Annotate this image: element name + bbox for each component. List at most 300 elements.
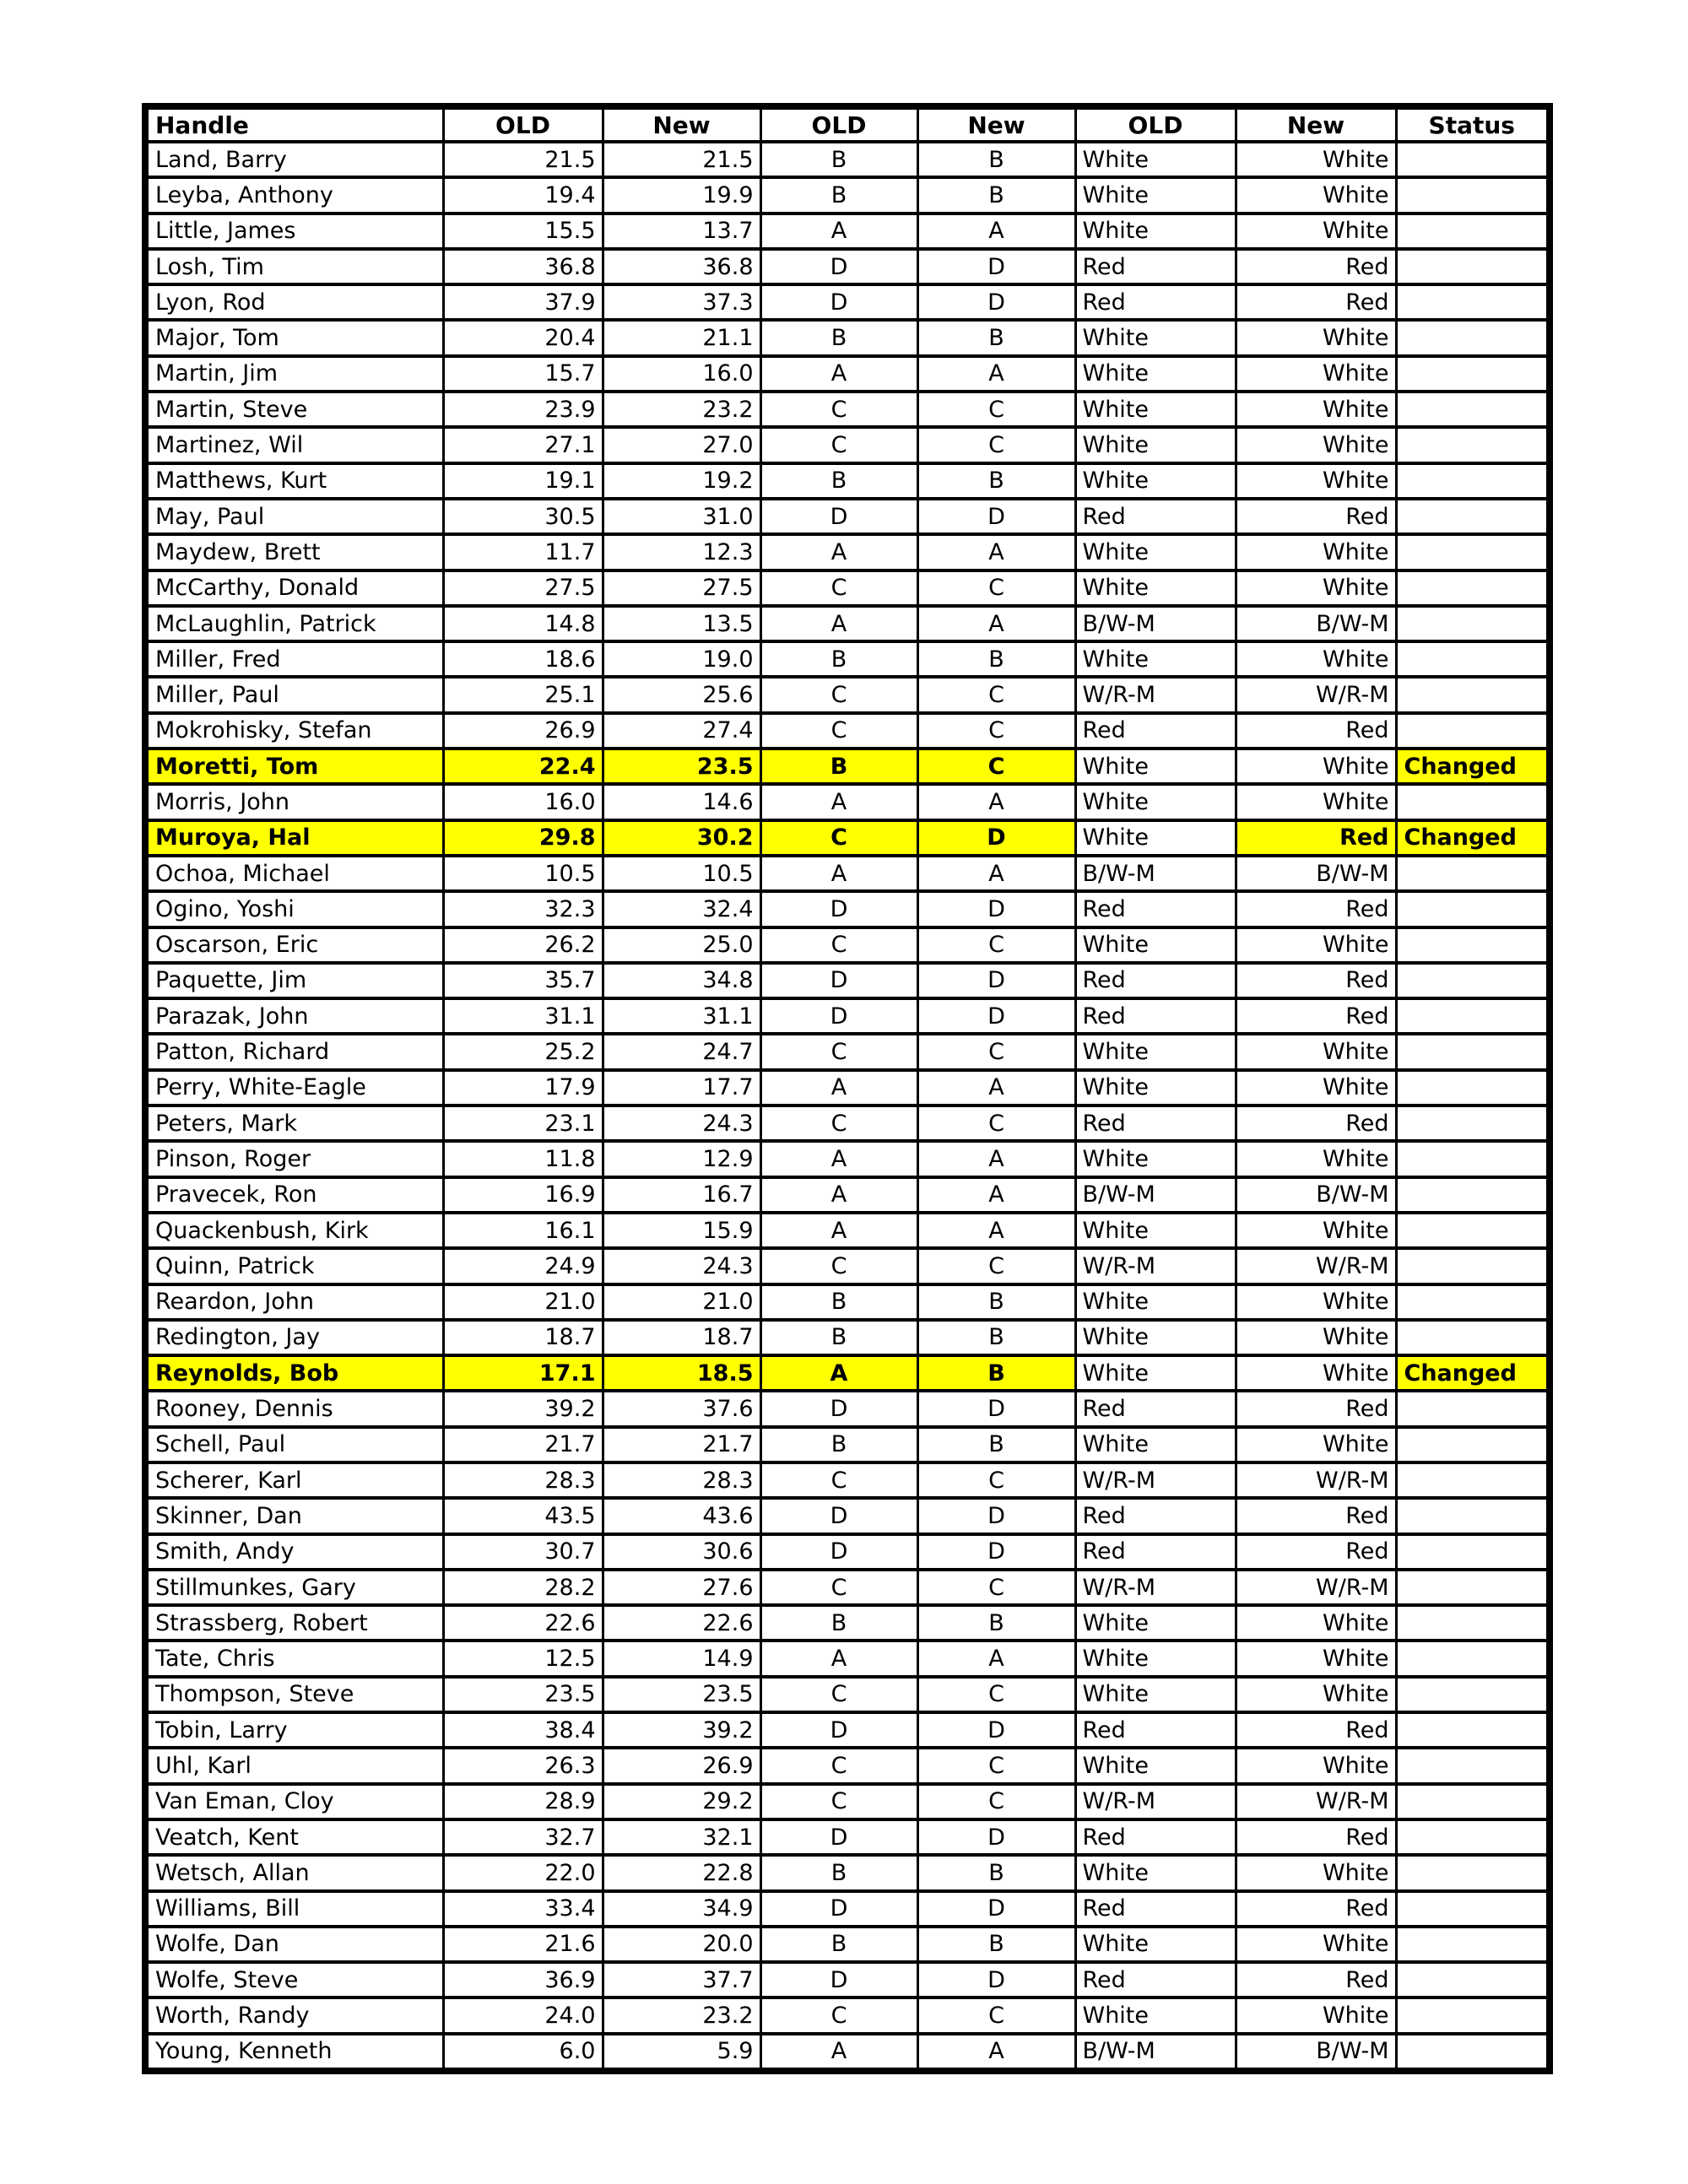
cell-new-flight: C [917, 1248, 1075, 1284]
cell-status [1396, 1677, 1550, 1712]
cell-handle: Veatch, Kent [145, 1819, 443, 1855]
table-row [145, 1534, 1550, 1570]
table-row [145, 784, 1550, 819]
table-row [145, 1962, 1550, 1997]
cell-new-handicap: 19.9 [603, 177, 760, 213]
cell-new-tee: Red [1236, 1962, 1396, 1997]
cell-old-flight: C [760, 677, 917, 712]
cell-handle: Muroya, Hal [145, 820, 443, 856]
cell-handle: McCarthy, Donald [145, 570, 443, 606]
cell-new-flight: C [917, 1748, 1075, 1783]
cell-status [1396, 1748, 1550, 1783]
table-row [145, 2034, 1550, 2071]
cell-new-handicap: 37.7 [603, 1962, 760, 1997]
cell-new-tee: White [1236, 142, 1396, 177]
table-row [145, 856, 1550, 891]
table-row [145, 713, 1550, 749]
cell-new-flight: A [917, 856, 1075, 891]
cell-old-flight: C [760, 927, 917, 963]
cell-status [1396, 1034, 1550, 1069]
cell-old-handicap: 30.5 [443, 499, 603, 534]
table-row [145, 284, 1550, 320]
cell-old-tee: White [1075, 177, 1236, 213]
cell-handle: Losh, Tim [145, 249, 443, 284]
table-row [145, 1391, 1550, 1426]
cell-old-tee: B/W-M [1075, 606, 1236, 641]
cell-old-tee: Red [1075, 1106, 1236, 1141]
cell-new-flight: D [917, 963, 1075, 998]
cell-new-tee: Red [1236, 998, 1396, 1034]
cell-status [1396, 499, 1550, 534]
cell-new-flight: D [917, 1712, 1075, 1748]
cell-status [1396, 606, 1550, 641]
cell-old-flight: D [760, 1534, 917, 1570]
cell-handle: Moretti, Tom [145, 749, 443, 784]
cell-status: Changed [1396, 1355, 1550, 1391]
cell-old-tee: White [1075, 1927, 1236, 1962]
cell-new-flight: A [917, 1177, 1075, 1213]
cell-new-flight: A [917, 356, 1075, 392]
cell-old-handicap: 31.1 [443, 998, 603, 1034]
cell-old-handicap: 43.5 [443, 1498, 603, 1533]
handicap-table [142, 103, 1553, 2074]
cell-old-flight: C [760, 1034, 917, 1069]
cell-old-handicap: 16.9 [443, 1177, 603, 1213]
cell-old-tee: White [1075, 1997, 1236, 2033]
cell-handle: Land, Barry [145, 142, 443, 177]
cell-old-tee: B/W-M [1075, 856, 1236, 891]
cell-old-flight: C [760, 713, 917, 749]
cell-old-flight: C [760, 1570, 917, 1605]
cell-new-tee: White [1236, 1641, 1396, 1676]
cell-old-flight: B [760, 142, 917, 177]
cell-new-tee: B/W-M [1236, 606, 1396, 641]
cell-old-handicap: 22.0 [443, 1855, 603, 1890]
cell-new-tee: Red [1236, 1712, 1396, 1748]
cell-new-handicap: 19.2 [603, 463, 760, 499]
table-row [145, 963, 1550, 998]
cell-new-handicap: 32.1 [603, 1819, 760, 1855]
cell-new-handicap: 39.2 [603, 1712, 760, 1748]
cell-new-tee: Red [1236, 963, 1396, 998]
table-row [145, 1855, 1550, 1890]
table-row [145, 177, 1550, 213]
cell-old-tee: B/W-M [1075, 1177, 1236, 1213]
cell-handle: Miller, Fred [145, 641, 443, 677]
table-row [145, 677, 1550, 712]
cell-new-tee: White [1236, 1677, 1396, 1712]
cell-handle: Mokrohisky, Stefan [145, 713, 443, 749]
cell-new-flight: D [917, 1534, 1075, 1570]
cell-old-handicap: 26.2 [443, 927, 603, 963]
cell-handle: Uhl, Karl [145, 1748, 443, 1783]
cell-new-tee: White [1236, 214, 1396, 249]
cell-old-tee: Red [1075, 1712, 1236, 1748]
cell-status [1396, 1427, 1550, 1462]
cell-new-tee: White [1236, 463, 1396, 499]
cell-status [1396, 1320, 1550, 1355]
cell-new-tee: White [1236, 356, 1396, 392]
cell-new-handicap: 37.6 [603, 1391, 760, 1426]
cell-new-handicap: 18.5 [603, 1355, 760, 1391]
cell-old-handicap: 11.7 [443, 534, 603, 570]
cell-new-handicap: 30.6 [603, 1534, 760, 1570]
cell-old-handicap: 35.7 [443, 963, 603, 998]
cell-new-handicap: 16.0 [603, 356, 760, 392]
cell-new-tee: W/R-M [1236, 1784, 1396, 1819]
cell-old-tee: White [1075, 1427, 1236, 1462]
table-row [145, 1284, 1550, 1320]
cell-handle: Martin, Steve [145, 392, 443, 427]
table-row [145, 320, 1550, 355]
cell-new-tee: White [1236, 1213, 1396, 1248]
cell-old-handicap: 20.4 [443, 320, 603, 355]
cell-old-handicap: 26.9 [443, 713, 603, 749]
cell-status [1396, 427, 1550, 462]
cell-new-flight: D [917, 1891, 1075, 1927]
cell-old-flight: D [760, 998, 917, 1034]
cell-old-flight: A [760, 856, 917, 891]
table-row [145, 1891, 1550, 1927]
cell-handle: Parazak, John [145, 998, 443, 1034]
cell-old-flight: D [760, 284, 917, 320]
cell-status [1396, 1962, 1550, 1997]
cell-old-handicap: 32.3 [443, 891, 603, 927]
cell-status [1396, 784, 1550, 819]
cell-old-handicap: 17.9 [443, 1070, 603, 1106]
cell-old-flight: A [760, 1213, 917, 1248]
cell-new-handicap: 17.7 [603, 1070, 760, 1106]
cell-new-flight: C [917, 570, 1075, 606]
cell-handle: Little, James [145, 214, 443, 249]
cell-handle: Pravecek, Ron [145, 1177, 443, 1213]
cell-new-tee: White [1236, 1427, 1396, 1462]
cell-old-handicap: 28.2 [443, 1570, 603, 1605]
cell-status [1396, 1605, 1550, 1641]
cell-old-tee: White [1075, 1070, 1236, 1106]
cell-new-tee: White [1236, 1997, 1396, 2033]
cell-new-handicap: 21.0 [603, 1284, 760, 1320]
cell-old-handicap: 21.6 [443, 1927, 603, 1962]
cell-old-tee: White [1075, 1141, 1236, 1176]
cell-old-handicap: 21.5 [443, 142, 603, 177]
table-row [145, 1784, 1550, 1819]
table-row [145, 1605, 1550, 1641]
cell-new-tee: Red [1236, 249, 1396, 284]
cell-old-tee: Red [1075, 1891, 1236, 1927]
cell-new-handicap: 27.6 [603, 1570, 760, 1605]
cell-new-flight: C [917, 1677, 1075, 1712]
cell-old-flight: D [760, 1712, 917, 1748]
cell-new-handicap: 27.4 [603, 713, 760, 749]
cell-status [1396, 463, 1550, 499]
cell-old-flight: D [760, 963, 917, 998]
table-row [145, 534, 1550, 570]
cell-old-handicap: 23.1 [443, 1106, 603, 1141]
cell-status [1396, 1784, 1550, 1819]
cell-handle: Lyon, Rod [145, 284, 443, 320]
cell-old-flight: A [760, 2034, 917, 2071]
cell-new-handicap: 18.7 [603, 1320, 760, 1355]
cell-new-handicap: 22.6 [603, 1605, 760, 1641]
cell-new-handicap: 21.5 [603, 142, 760, 177]
col-header-new-flight: New [917, 106, 1075, 142]
cell-new-tee: W/R-M [1236, 677, 1396, 712]
cell-new-tee: B/W-M [1236, 2034, 1396, 2071]
cell-old-handicap: 27.5 [443, 570, 603, 606]
cell-old-flight: A [760, 1355, 917, 1391]
cell-new-tee: White [1236, 1320, 1396, 1355]
cell-handle: McLaughlin, Patrick [145, 606, 443, 641]
cell-status [1396, 249, 1550, 284]
cell-old-handicap: 25.2 [443, 1034, 603, 1069]
cell-old-handicap: 17.1 [443, 1355, 603, 1391]
cell-new-tee: White [1236, 641, 1396, 677]
cell-old-flight: D [760, 1891, 917, 1927]
table-body [145, 142, 1550, 2071]
cell-new-handicap: 23.2 [603, 392, 760, 427]
cell-old-handicap: 15.5 [443, 214, 603, 249]
cell-old-flight: A [760, 534, 917, 570]
cell-new-tee: W/R-M [1236, 1248, 1396, 1284]
cell-old-tee: White [1075, 1034, 1236, 1069]
cell-new-tee: Red [1236, 1891, 1396, 1927]
cell-status: Changed [1396, 749, 1550, 784]
cell-new-handicap: 23.5 [603, 749, 760, 784]
table-row [145, 1427, 1550, 1462]
cell-old-tee: Red [1075, 1962, 1236, 1997]
cell-new-flight: D [917, 820, 1075, 856]
cell-new-flight: A [917, 1070, 1075, 1106]
cell-new-handicap: 13.5 [603, 606, 760, 641]
cell-new-handicap: 12.9 [603, 1141, 760, 1176]
cell-new-handicap: 36.8 [603, 249, 760, 284]
cell-old-flight: B [760, 749, 917, 784]
cell-old-tee: Red [1075, 998, 1236, 1034]
table-row [145, 927, 1550, 963]
table-row [145, 1355, 1550, 1391]
cell-status [1396, 1106, 1550, 1141]
table-row [145, 499, 1550, 534]
cell-new-tee: White [1236, 1034, 1396, 1069]
cell-handle: Scherer, Karl [145, 1462, 443, 1498]
cell-new-handicap: 14.6 [603, 784, 760, 819]
cell-handle: Oscarson, Eric [145, 927, 443, 963]
cell-old-tee: White [1075, 1605, 1236, 1641]
cell-old-flight: A [760, 1070, 917, 1106]
cell-new-flight: B [917, 1427, 1075, 1462]
cell-old-tee: White [1075, 463, 1236, 499]
cell-old-flight: D [760, 1498, 917, 1533]
cell-old-flight: D [760, 499, 917, 534]
cell-handle: Redington, Jay [145, 1320, 443, 1355]
cell-new-tee: White [1236, 1070, 1396, 1106]
cell-handle: Ogino, Yoshi [145, 891, 443, 927]
cell-new-flight: A [917, 1641, 1075, 1676]
cell-handle: Pinson, Roger [145, 1141, 443, 1176]
cell-old-handicap: 25.1 [443, 677, 603, 712]
table-row [145, 891, 1550, 927]
cell-old-tee: Red [1075, 963, 1236, 998]
cell-old-flight: B [760, 1605, 917, 1641]
cell-old-handicap: 22.4 [443, 749, 603, 784]
cell-new-tee: White [1236, 1355, 1396, 1391]
table-row [145, 641, 1550, 677]
cell-new-tee: White [1236, 534, 1396, 570]
cell-status [1396, 214, 1550, 249]
cell-status [1396, 1927, 1550, 1962]
cell-handle: Quackenbush, Kirk [145, 1213, 443, 1248]
cell-old-tee: Red [1075, 249, 1236, 284]
cell-old-handicap: 23.9 [443, 392, 603, 427]
table-row [145, 1641, 1550, 1676]
cell-old-handicap: 12.5 [443, 1641, 603, 1676]
cell-new-handicap: 24.3 [603, 1248, 760, 1284]
cell-handle: Van Eman, Cloy [145, 1784, 443, 1819]
cell-old-tee: White [1075, 1855, 1236, 1890]
table-row [145, 463, 1550, 499]
cell-new-tee: White [1236, 1605, 1396, 1641]
cell-new-flight: D [917, 1962, 1075, 1997]
cell-new-tee: White [1236, 427, 1396, 462]
cell-new-flight: A [917, 606, 1075, 641]
cell-new-flight: C [917, 427, 1075, 462]
cell-old-handicap: 24.9 [443, 1248, 603, 1284]
cell-new-flight: D [917, 284, 1075, 320]
table-row [145, 1677, 1550, 1712]
cell-new-flight: A [917, 1213, 1075, 1248]
cell-status [1396, 320, 1550, 355]
cell-old-flight: D [760, 891, 917, 927]
cell-handle: Patton, Richard [145, 1034, 443, 1069]
cell-old-handicap: 15.7 [443, 356, 603, 392]
cell-new-tee: White [1236, 749, 1396, 784]
cell-old-flight: C [760, 1248, 917, 1284]
cell-old-handicap: 28.9 [443, 1784, 603, 1819]
cell-handle: Reardon, John [145, 1284, 443, 1320]
cell-handle: Paquette, Jim [145, 963, 443, 998]
cell-old-tee: White [1075, 1677, 1236, 1712]
cell-old-handicap: 32.7 [443, 1819, 603, 1855]
cell-status [1396, 641, 1550, 677]
col-header-handle: Handle [145, 106, 443, 142]
cell-old-tee: W/R-M [1075, 677, 1236, 712]
table-row [145, 1927, 1550, 1962]
table-row [145, 1997, 1550, 2033]
cell-new-flight: C [917, 677, 1075, 712]
cell-old-tee: White [1075, 1355, 1236, 1391]
cell-status [1396, 2034, 1550, 2071]
cell-new-handicap: 34.8 [603, 963, 760, 998]
cell-new-flight: D [917, 891, 1075, 927]
cell-old-flight: C [760, 570, 917, 606]
cell-old-tee: W/R-M [1075, 1248, 1236, 1284]
cell-new-handicap: 34.9 [603, 1891, 760, 1927]
cell-old-tee: W/R-M [1075, 1462, 1236, 1498]
cell-status [1396, 284, 1550, 320]
cell-handle: Peters, Mark [145, 1106, 443, 1141]
cell-new-tee: White [1236, 927, 1396, 963]
cell-old-flight: C [760, 1462, 917, 1498]
cell-handle: Worth, Randy [145, 1997, 443, 2033]
cell-new-flight: A [917, 784, 1075, 819]
cell-old-handicap: 19.1 [443, 463, 603, 499]
cell-new-handicap: 25.0 [603, 927, 760, 963]
cell-status [1396, 1462, 1550, 1498]
cell-old-flight: B [760, 1927, 917, 1962]
cell-old-handicap: 26.3 [443, 1748, 603, 1783]
cell-status [1396, 1391, 1550, 1426]
cell-handle: May, Paul [145, 499, 443, 534]
cell-status [1396, 1997, 1550, 2033]
cell-old-handicap: 30.7 [443, 1534, 603, 1570]
cell-new-tee: White [1236, 1855, 1396, 1890]
cell-new-flight: B [917, 1927, 1075, 1962]
cell-status [1396, 713, 1550, 749]
cell-handle: Wolfe, Steve [145, 1962, 443, 1997]
cell-old-tee: White [1075, 534, 1236, 570]
cell-status [1396, 1712, 1550, 1748]
cell-old-flight: D [760, 1819, 917, 1855]
table-row [145, 249, 1550, 284]
cell-handle: Wetsch, Allan [145, 1855, 443, 1890]
col-header-old-handicap: OLD [443, 106, 603, 142]
table-row [145, 1498, 1550, 1533]
cell-old-handicap: 18.6 [443, 641, 603, 677]
cell-new-flight: D [917, 1819, 1075, 1855]
cell-old-handicap: 36.9 [443, 1962, 603, 1997]
col-header-status: Status [1396, 106, 1550, 142]
cell-old-tee: Red [1075, 891, 1236, 927]
col-header-new-tee: New [1236, 106, 1396, 142]
cell-new-flight: C [917, 1997, 1075, 2033]
cell-handle: Quinn, Patrick [145, 1248, 443, 1284]
cell-new-flight: C [917, 749, 1075, 784]
header-row [145, 106, 1550, 142]
cell-new-tee: White [1236, 392, 1396, 427]
cell-old-tee: Red [1075, 713, 1236, 749]
cell-new-handicap: 32.4 [603, 891, 760, 927]
cell-handle: Stillmunkes, Gary [145, 1570, 443, 1605]
cell-new-tee: White [1236, 1284, 1396, 1320]
cell-new-flight: A [917, 534, 1075, 570]
cell-old-handicap: 16.1 [443, 1213, 603, 1248]
cell-old-handicap: 22.6 [443, 1605, 603, 1641]
cell-new-handicap: 10.5 [603, 856, 760, 891]
table-row [145, 1819, 1550, 1855]
cell-old-handicap: 38.4 [443, 1712, 603, 1748]
cell-new-handicap: 12.3 [603, 534, 760, 570]
cell-new-flight: C [917, 1784, 1075, 1819]
cell-old-tee: White [1075, 356, 1236, 392]
cell-status [1396, 891, 1550, 927]
cell-old-tee: B/W-M [1075, 2034, 1236, 2071]
col-header-old-tee: OLD [1075, 106, 1236, 142]
cell-new-flight: D [917, 1391, 1075, 1426]
cell-handle: Skinner, Dan [145, 1498, 443, 1533]
cell-status [1396, 1498, 1550, 1533]
cell-status [1396, 998, 1550, 1034]
cell-old-handicap: 23.5 [443, 1677, 603, 1712]
cell-status [1396, 534, 1550, 570]
cell-new-flight: B [917, 1605, 1075, 1641]
cell-old-tee: White [1075, 392, 1236, 427]
cell-new-handicap: 29.2 [603, 1784, 760, 1819]
cell-new-handicap: 16.7 [603, 1177, 760, 1213]
cell-new-handicap: 23.5 [603, 1677, 760, 1712]
cell-old-flight: C [760, 427, 917, 462]
cell-handle: Strassberg, Robert [145, 1605, 443, 1641]
